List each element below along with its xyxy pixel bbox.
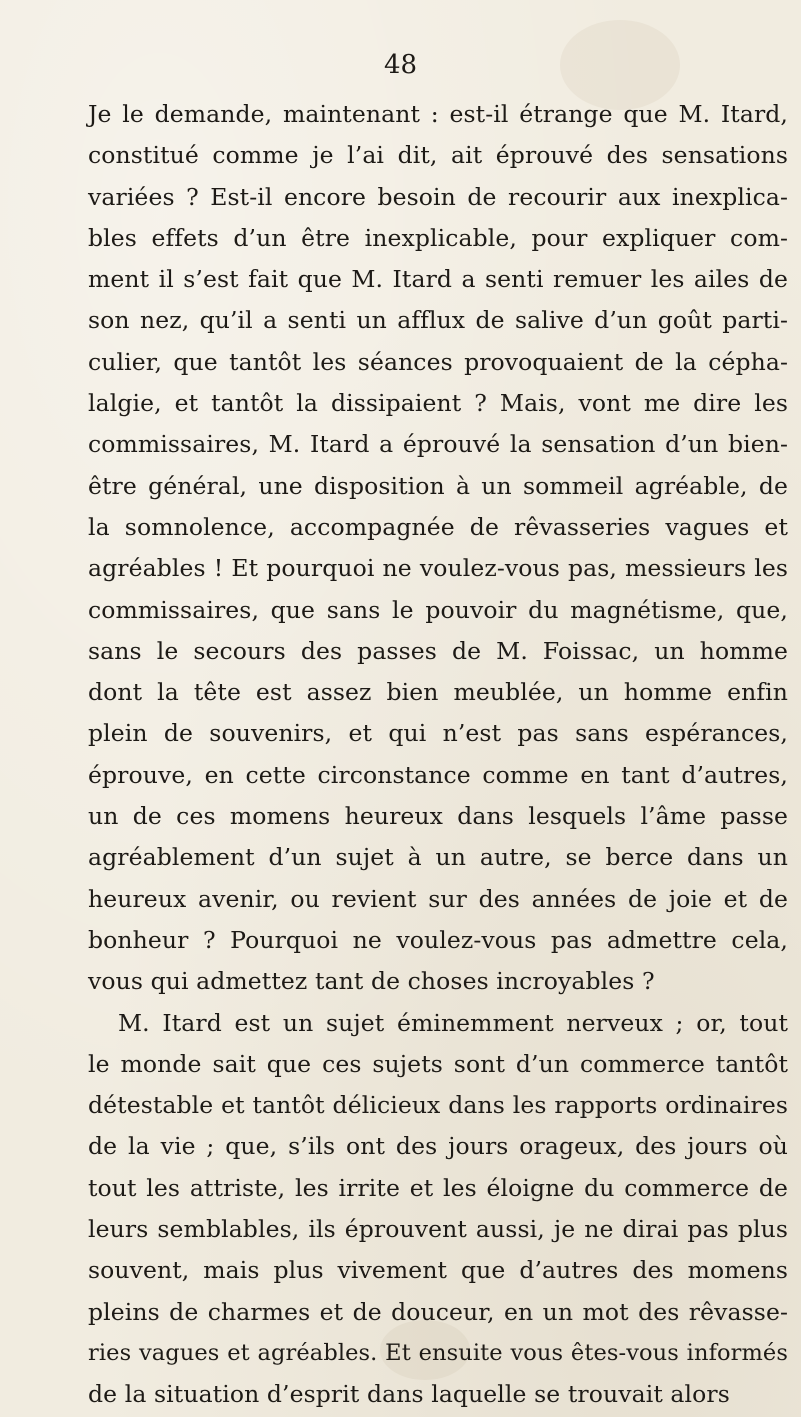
text-line: de la situation d’esprit dans laquelle se trouvait alors (88, 1380, 730, 1409)
text-line: sans le secours des passes de M. Foissac, un homme (88, 636, 788, 665)
text-line: le monde sait que ces sujets sont d’un commerce tantôt (88, 1049, 788, 1078)
text-line: vous qui admettez tant de choses incroyables ? (88, 967, 655, 996)
text-line: bles effets d’un être inexplicable, pour expliquer com- (88, 223, 788, 252)
text-line: lalgie, et tantôt la dissipaient ? Mais, vont me dire les (88, 389, 788, 418)
text-line: dont la tête est assez bien meublée, un homme enfin (88, 678, 788, 707)
text-line: éprouve, en cette circonstance comme en tant d’autres, (88, 760, 788, 789)
text-line: pleins de charmes et de douceur, en un mot des rêvasse- (88, 1297, 788, 1326)
text-line: leurs semblables, ils éprouvent aussi, je ne dirai pas plus (88, 1215, 788, 1244)
text-line: M. Itard est un sujet éminemment nerveux ; or, tout (118, 1008, 788, 1037)
text-line: bonheur ? Pourquoi ne voulez-vous pas admettre cela, (88, 925, 788, 954)
text-line: un de ces momens heureux dans lesquels l’âme passe (88, 802, 788, 831)
body-text (88, 94, 788, 1416)
text-line: culier, que tantôt les séances provoquaient de la cépha- (88, 347, 788, 376)
text-line: constitué comme je l’ai dit, ait éprouvé des sensations (88, 141, 788, 170)
text-line: être général, une disposition à un sommeil agréable, de (88, 471, 788, 500)
text-line: heureux avenir, ou revient sur des années de joie et de (88, 884, 788, 913)
text-line: ment il s’est fait que M. Itard a senti remuer les ailes de (88, 265, 788, 294)
text-line: détestable et tantôt délicieux dans les rapports ordinaires (88, 1091, 788, 1120)
text-line: commissaires, M. Itard a éprouvé la sensation d’un bien- (88, 430, 788, 459)
text-line: plein de souvenirs, et qui n’est pas sans espérances, (88, 719, 788, 748)
text-line: ries vagues et agréables. Et ensuite vous êtes-vous informés (88, 1339, 788, 1366)
text-line: tout les attriste, les irrite et les éloigne du commerce de (88, 1173, 788, 1202)
text-line: Je le demande, maintenant : est-il étrange que M. Itard, (88, 100, 788, 128)
text-line: son nez, qu’il a senti un afflux de salive d’un goût parti- (88, 306, 788, 335)
text-line: agréablement d’un sujet à un autre, se berce dans un (88, 843, 788, 872)
text-line: de la vie ; que, s’ils ont des jours orageux, des jours où (88, 1132, 788, 1161)
text-line: souvent, mais plus vivement que d’autres des momens (88, 1256, 788, 1285)
text-line: la somnolence, accompagnée de rêvasseries vagues et (88, 512, 788, 541)
text-line: agréables ! Et pourquoi ne voulez-vous pas, messieurs les (88, 554, 788, 583)
page-number: 48 (383, 50, 418, 80)
text-line: variées ? Est-il encore besoin de recourir aux inexplica- (88, 182, 788, 211)
text-line: commissaires, que sans le pouvoir du magnétisme, que, (88, 595, 788, 624)
